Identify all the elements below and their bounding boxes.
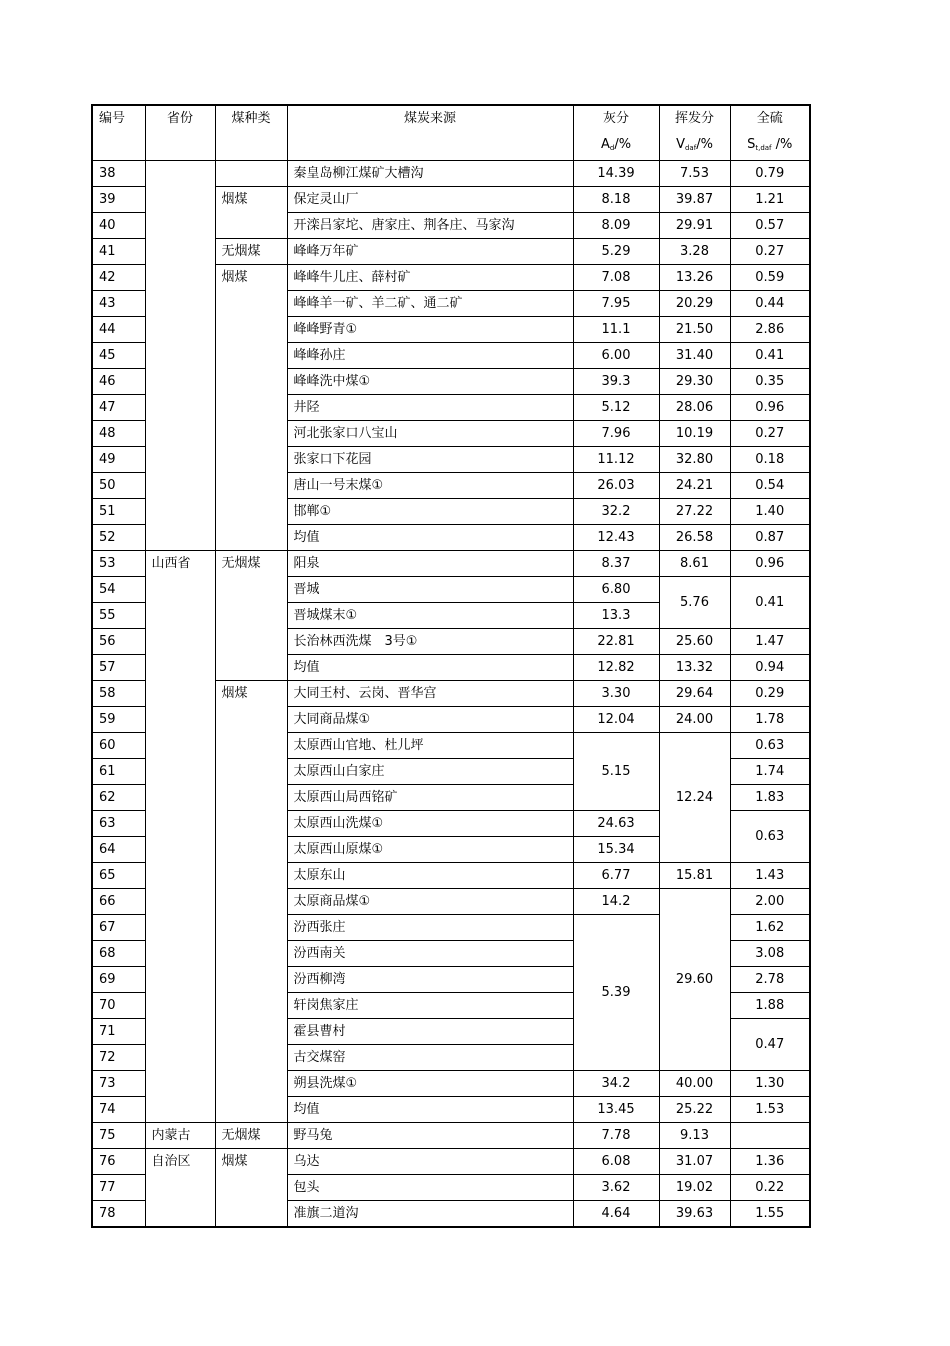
sulfur-value: 1.47 (730, 629, 810, 655)
sulfur-value: 2.86 (730, 317, 810, 343)
row-no: 71 (92, 1019, 145, 1045)
volatile-value: 3.28 (659, 239, 730, 265)
row-no: 78 (92, 1201, 145, 1228)
ash-value: 13.3 (573, 603, 659, 629)
row-no: 69 (92, 967, 145, 993)
sulfur-value: 1.30 (730, 1071, 810, 1097)
coal-source: 均值 (287, 655, 573, 681)
sulfur-value: 0.59 (730, 265, 810, 291)
ash-value: 4.64 (573, 1201, 659, 1228)
ash-value: 26.03 (573, 473, 659, 499)
ash-value: 8.37 (573, 551, 659, 577)
ash-value: 5.15 (573, 733, 659, 811)
row-no: 72 (92, 1045, 145, 1071)
ash-value: 12.43 (573, 525, 659, 551)
volatile-value: 24.00 (659, 707, 730, 733)
volatile-value: 13.26 (659, 265, 730, 291)
volatile-value: 29.91 (659, 213, 730, 239)
ash-value: 12.82 (573, 655, 659, 681)
sulfur-value: 1.53 (730, 1097, 810, 1123)
sulfur-value: 0.96 (730, 551, 810, 577)
header-sulfur-unit: $S_{t,daf}$ /% (747, 137, 793, 152)
ash-value: 14.2 (573, 889, 659, 915)
sulfur-value: 1.83 (730, 785, 810, 811)
sulfur-value: 1.36 (730, 1149, 810, 1175)
row-no: 49 (92, 447, 145, 473)
coal-source: 峰峰洗中煤① (287, 369, 573, 395)
row-no: 61 (92, 759, 145, 785)
sulfur-value: 1.21 (730, 187, 810, 213)
sulfur-value: 0.87 (730, 525, 810, 551)
coal-type-cell: 烟煤 (215, 681, 287, 1123)
coal-source: 太原商品煤① (287, 889, 573, 915)
row-no: 43 (92, 291, 145, 317)
coal-source: 汾西南关 (287, 941, 573, 967)
sulfur-value: 0.27 (730, 239, 810, 265)
row-no: 38 (92, 161, 145, 187)
ash-value: 7.96 (573, 421, 659, 447)
volatile-value: 10.19 (659, 421, 730, 447)
row-no: 75 (92, 1123, 145, 1149)
header-volatile (659, 105, 730, 161)
volatile-value: 40.00 (659, 1071, 730, 1097)
row-no: 39 (92, 187, 145, 213)
coal-source: 轩岗焦家庄 (287, 993, 573, 1019)
ash-value: 15.34 (573, 837, 659, 863)
row-no: 55 (92, 603, 145, 629)
header-volatile-unit: $V_{daf}/\%$ (676, 137, 713, 152)
ash-value: 11.12 (573, 447, 659, 473)
coal-type-cell: 烟煤 (215, 187, 287, 239)
volatile-value: 28.06 (659, 395, 730, 421)
ash-value: 3.30 (573, 681, 659, 707)
sulfur-value: 1.43 (730, 863, 810, 889)
sulfur-value: 0.27 (730, 421, 810, 447)
row-no: 40 (92, 213, 145, 239)
coal-quality-table (91, 104, 811, 1228)
sulfur-value: 3.08 (730, 941, 810, 967)
row-no: 56 (92, 629, 145, 655)
sulfur-value: 0.54 (730, 473, 810, 499)
sulfur-value: 1.40 (730, 499, 810, 525)
row-no: 64 (92, 837, 145, 863)
volatile-value: 31.07 (659, 1149, 730, 1175)
coal-source: 霍县曹村 (287, 1019, 573, 1045)
sulfur-value: 0.18 (730, 447, 810, 473)
ash-value: 6.80 (573, 577, 659, 603)
ash-value: 6.08 (573, 1149, 659, 1175)
volatile-value: 24.21 (659, 473, 730, 499)
volatile-value: 13.32 (659, 655, 730, 681)
coal-source: 唐山一号末煤① (287, 473, 573, 499)
header-coal-type: 煤种类 (215, 105, 287, 161)
header-coal-source: 煤炭来源 (287, 105, 573, 161)
sulfur-value: 0.63 (730, 811, 810, 863)
header-row (92, 105, 810, 161)
ash-value: 3.62 (573, 1175, 659, 1201)
coal-source: 长治林西洗煤 3号① (287, 629, 573, 655)
ash-value: 6.77 (573, 863, 659, 889)
sulfur-value (730, 1123, 810, 1149)
province-cell: 自治区 (145, 1149, 215, 1228)
row-no: 59 (92, 707, 145, 733)
row-no: 47 (92, 395, 145, 421)
sulfur-value: 0.79 (730, 161, 810, 187)
coal-source: 野马兔 (287, 1123, 573, 1149)
coal-source: 张家口下花园 (287, 447, 573, 473)
header-no: 编号 (92, 105, 145, 161)
row-no: 57 (92, 655, 145, 681)
coal-source: 秦皇岛柳江煤矿大槽沟 (287, 161, 573, 187)
sulfur-value: 1.88 (730, 993, 810, 1019)
row-no: 76 (92, 1149, 145, 1175)
coal-source: 均值 (287, 1097, 573, 1123)
row-no: 58 (92, 681, 145, 707)
row-no: 44 (92, 317, 145, 343)
header-province: 省份 (145, 105, 215, 161)
volatile-value: 15.81 (659, 863, 730, 889)
coal-source: 准旗二道沟 (287, 1201, 573, 1228)
coal-source: 晋城煤末① (287, 603, 573, 629)
volatile-value: 5.76 (659, 577, 730, 629)
coal-source: 朔县洗煤① (287, 1071, 573, 1097)
coal-source: 峰峰野青① (287, 317, 573, 343)
row-no: 74 (92, 1097, 145, 1123)
ash-value: 5.29 (573, 239, 659, 265)
coal-source: 峰峰万年矿 (287, 239, 573, 265)
volatile-value: 9.13 (659, 1123, 730, 1149)
ash-value: 6.00 (573, 343, 659, 369)
row-no: 48 (92, 421, 145, 447)
province-cell: 内蒙古 (145, 1123, 215, 1149)
coal-source: 保定灵山厂 (287, 187, 573, 213)
coal-source: 太原西山白家庄 (287, 759, 573, 785)
header-ash (573, 105, 659, 161)
volatile-value: 20.29 (659, 291, 730, 317)
coal-source: 井陉 (287, 395, 573, 421)
province-cell (145, 161, 215, 551)
ash-value: 7.78 (573, 1123, 659, 1149)
coal-source: 峰峰羊一矿、羊二矿、通二矿 (287, 291, 573, 317)
coal-source: 晋城 (287, 577, 573, 603)
volatile-value: 25.60 (659, 629, 730, 655)
coal-source: 太原西山官地、杜儿坪 (287, 733, 573, 759)
volatile-value: 31.40 (659, 343, 730, 369)
table-row (92, 161, 810, 187)
ash-value: 12.04 (573, 707, 659, 733)
coal-source: 太原西山洗煤① (287, 811, 573, 837)
row-no: 77 (92, 1175, 145, 1201)
sulfur-value: 1.78 (730, 707, 810, 733)
volatile-value: 8.61 (659, 551, 730, 577)
row-no: 54 (92, 577, 145, 603)
volatile-value: 32.80 (659, 447, 730, 473)
row-no: 45 (92, 343, 145, 369)
ash-value: 7.95 (573, 291, 659, 317)
row-no: 62 (92, 785, 145, 811)
volatile-value: 21.50 (659, 317, 730, 343)
row-no: 53 (92, 551, 145, 577)
row-no: 60 (92, 733, 145, 759)
row-no: 52 (92, 525, 145, 551)
coal-source: 开滦吕家坨、唐家庄、荆各庄、马家沟 (287, 213, 573, 239)
table-row (92, 1149, 810, 1175)
header-ash-unit: $A_d/\%$ (600, 137, 632, 152)
table-row (92, 1123, 810, 1149)
volatile-value: 39.63 (659, 1201, 730, 1228)
row-no: 66 (92, 889, 145, 915)
ash-value: 8.09 (573, 213, 659, 239)
coal-type-cell: 无烟煤 (215, 239, 287, 265)
sulfur-value: 0.29 (730, 681, 810, 707)
volatile-value: 26.58 (659, 525, 730, 551)
volatile-value: 19.02 (659, 1175, 730, 1201)
sulfur-value: 2.00 (730, 889, 810, 915)
table-row (92, 551, 810, 577)
sulfur-value: 0.57 (730, 213, 810, 239)
ash-value: 8.18 (573, 187, 659, 213)
coal-type-cell (215, 161, 287, 187)
row-no: 46 (92, 369, 145, 395)
sulfur-value: 0.41 (730, 343, 810, 369)
province-cell: 山西省 (145, 551, 215, 1123)
sulfur-value: 2.78 (730, 967, 810, 993)
sulfur-value: 0.41 (730, 577, 810, 629)
volatile-value: 29.60 (659, 889, 730, 1071)
coal-type-cell: 烟煤 (215, 265, 287, 551)
coal-source: 阳泉 (287, 551, 573, 577)
sulfur-value: 1.74 (730, 759, 810, 785)
ash-value: 39.3 (573, 369, 659, 395)
sulfur-value: 1.62 (730, 915, 810, 941)
volatile-value: 7.53 (659, 161, 730, 187)
coal-source: 太原东山 (287, 863, 573, 889)
header-ash-label: 灰分 (602, 111, 629, 126)
header-volatile-label: 挥发分 (674, 111, 714, 126)
coal-source: 大同王村、云岗、晋华宫 (287, 681, 573, 707)
coal-type-cell: 无烟煤 (215, 1123, 287, 1149)
coal-source: 汾西张庄 (287, 915, 573, 941)
volatile-value: 12.24 (659, 733, 730, 863)
coal-type-cell: 烟煤 (215, 1149, 287, 1228)
coal-source: 均值 (287, 525, 573, 551)
row-no: 42 (92, 265, 145, 291)
volatile-value: 39.87 (659, 187, 730, 213)
row-no: 50 (92, 473, 145, 499)
row-no: 51 (92, 499, 145, 525)
sulfur-value: 1.55 (730, 1201, 810, 1228)
sulfur-value: 0.47 (730, 1019, 810, 1071)
row-no: 63 (92, 811, 145, 837)
row-no: 65 (92, 863, 145, 889)
header-sulfur (730, 105, 810, 161)
ash-value: 22.81 (573, 629, 659, 655)
coal-type-cell: 无烟煤 (215, 551, 287, 681)
volatile-value: 25.22 (659, 1097, 730, 1123)
row-no: 67 (92, 915, 145, 941)
sulfur-value: 0.35 (730, 369, 810, 395)
coal-source: 河北张家口八宝山 (287, 421, 573, 447)
sulfur-value: 0.94 (730, 655, 810, 681)
coal-source: 汾西柳湾 (287, 967, 573, 993)
ash-value: 11.1 (573, 317, 659, 343)
ash-value: 24.63 (573, 811, 659, 837)
ash-value: 13.45 (573, 1097, 659, 1123)
row-no: 70 (92, 993, 145, 1019)
coal-source: 包头 (287, 1175, 573, 1201)
row-no: 73 (92, 1071, 145, 1097)
sulfur-value: 0.63 (730, 733, 810, 759)
sulfur-value: 0.22 (730, 1175, 810, 1201)
row-no: 41 (92, 239, 145, 265)
coal-source: 古交煤窑 (287, 1045, 573, 1071)
ash-value: 34.2 (573, 1071, 659, 1097)
ash-value: 5.12 (573, 395, 659, 421)
row-no: 68 (92, 941, 145, 967)
coal-source: 峰峰牛儿庄、薛村矿 (287, 265, 573, 291)
coal-source: 峰峰孙庄 (287, 343, 573, 369)
sulfur-value: 0.44 (730, 291, 810, 317)
sulfur-value: 0.96 (730, 395, 810, 421)
coal-source: 太原西山局西铭矿 (287, 785, 573, 811)
volatile-value: 27.22 (659, 499, 730, 525)
volatile-value: 29.30 (659, 369, 730, 395)
coal-source: 乌达 (287, 1149, 573, 1175)
ash-value: 5.39 (573, 915, 659, 1071)
ash-value: 32.2 (573, 499, 659, 525)
ash-value: 14.39 (573, 161, 659, 187)
coal-source: 太原西山原煤① (287, 837, 573, 863)
coal-source: 邯郸① (287, 499, 573, 525)
volatile-value: 29.64 (659, 681, 730, 707)
header-sulfur-label: 全硫 (756, 111, 783, 126)
coal-source: 大同商品煤① (287, 707, 573, 733)
ash-value: 7.08 (573, 265, 659, 291)
